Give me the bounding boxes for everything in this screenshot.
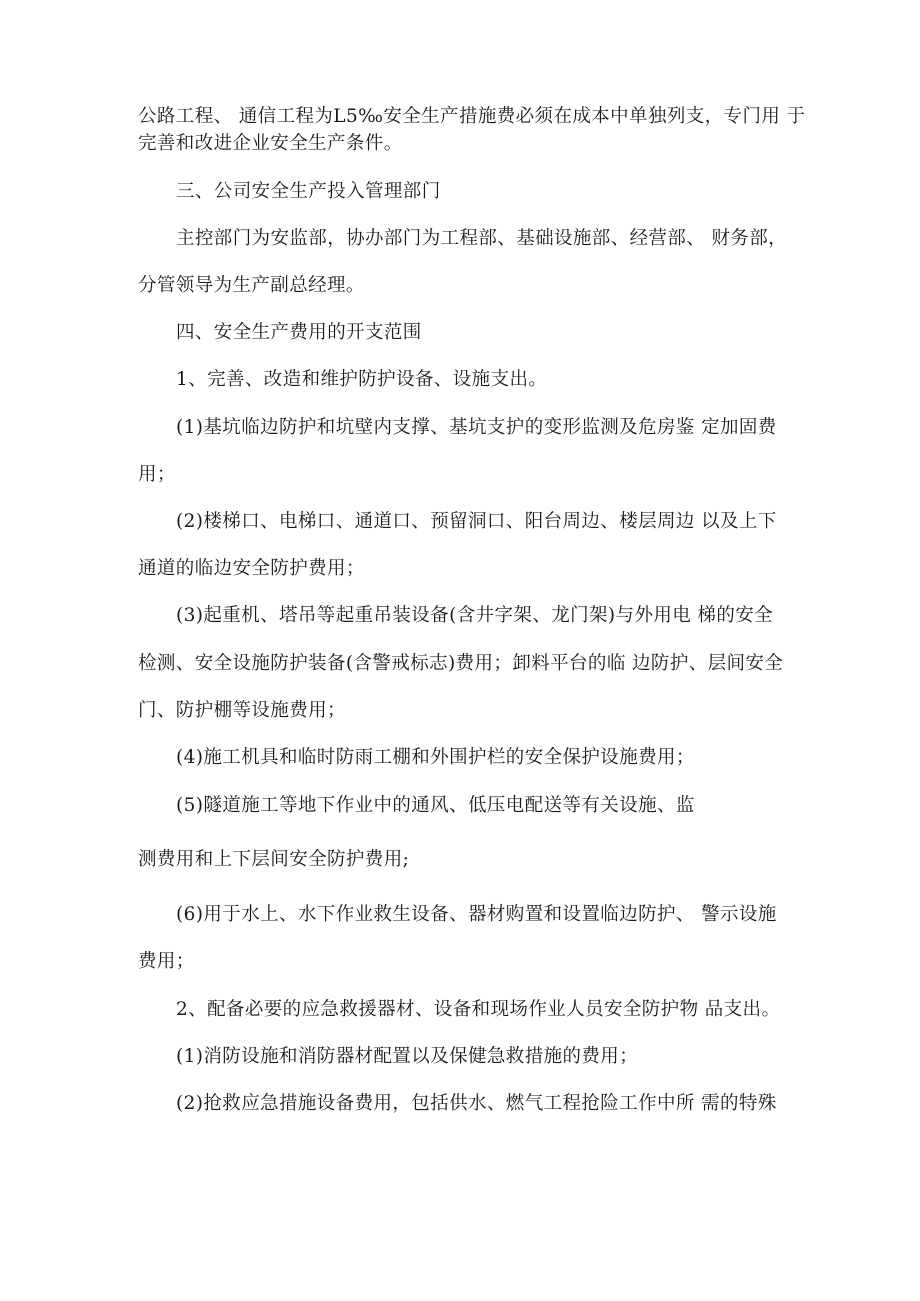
list-item: (4)施工机具和临时防雨工棚和外围护栏的安全保护设施费用； xyxy=(176,747,695,768)
paragraph-line: 主控部门为安监部，协办部门为工程部、基础设施部、经营部、 财务部， xyxy=(176,228,788,249)
section-heading: 三、公司安全生产投入管理部门 xyxy=(176,181,441,202)
list-item: (5)隧道施工等地下作业中的通风、低压电配送等有关设施、监 xyxy=(176,795,695,816)
list-item: (1)基坑临边防护和坑壁内支撑、基坑支护的变形监测及危房鉴 定加固费 xyxy=(176,417,777,438)
list-item: (6)用于水上、水下作业救生设备、器材购置和设置临边防护、 警示设施 xyxy=(176,904,777,925)
list-item-continuation: 门、防护棚等设施费用； xyxy=(138,700,346,721)
list-item: (3)起重机、塔吊等起重吊装设备(含井字架、龙门架)与外用电 梯的安全 xyxy=(176,605,774,626)
list-item-heading: 2、配备必要的应急救援器材、设备和现场作业人员安全防护物 品支出。 xyxy=(176,999,781,1020)
list-item: (2)楼梯口、电梯口、通道口、预留洞口、阳台周边、楼层周边 以及上下 xyxy=(176,511,777,532)
list-item-continuation: 测费用和上下层间安全防护费用; xyxy=(138,849,410,870)
section-heading: 四、安全生产费用的开支范围 xyxy=(176,322,422,343)
list-item: (2)抢救应急措施设备费用，包括供水、燃气工程抢险工作中所 需的特殊 xyxy=(176,1093,777,1114)
list-item-continuation: 费用； xyxy=(138,951,195,972)
list-item-continuation: 通道的临边安全防护费用； xyxy=(138,558,365,579)
paragraph-line: 完善和改进企业安全生产条件。 xyxy=(138,133,403,154)
list-item-heading: 1、完善、改造和维护防护设备、设施支出。 xyxy=(176,369,548,390)
list-item: (1)消防设施和消防器材配置以及保健急救措施的费用； xyxy=(176,1046,639,1067)
list-item-continuation: 检测、安全设施防护装备(含警戒标志)费用；卸料平台的临 边防护、层间安全 xyxy=(138,653,784,674)
paragraph-line: 公路工程、 通信工程为L5‰安全生产措施费必须在成本中单独列支，专门用 于 xyxy=(138,106,806,127)
list-item-continuation: 用； xyxy=(138,464,176,485)
paragraph-line: 分管领导为生产副总经理。 xyxy=(138,275,365,296)
